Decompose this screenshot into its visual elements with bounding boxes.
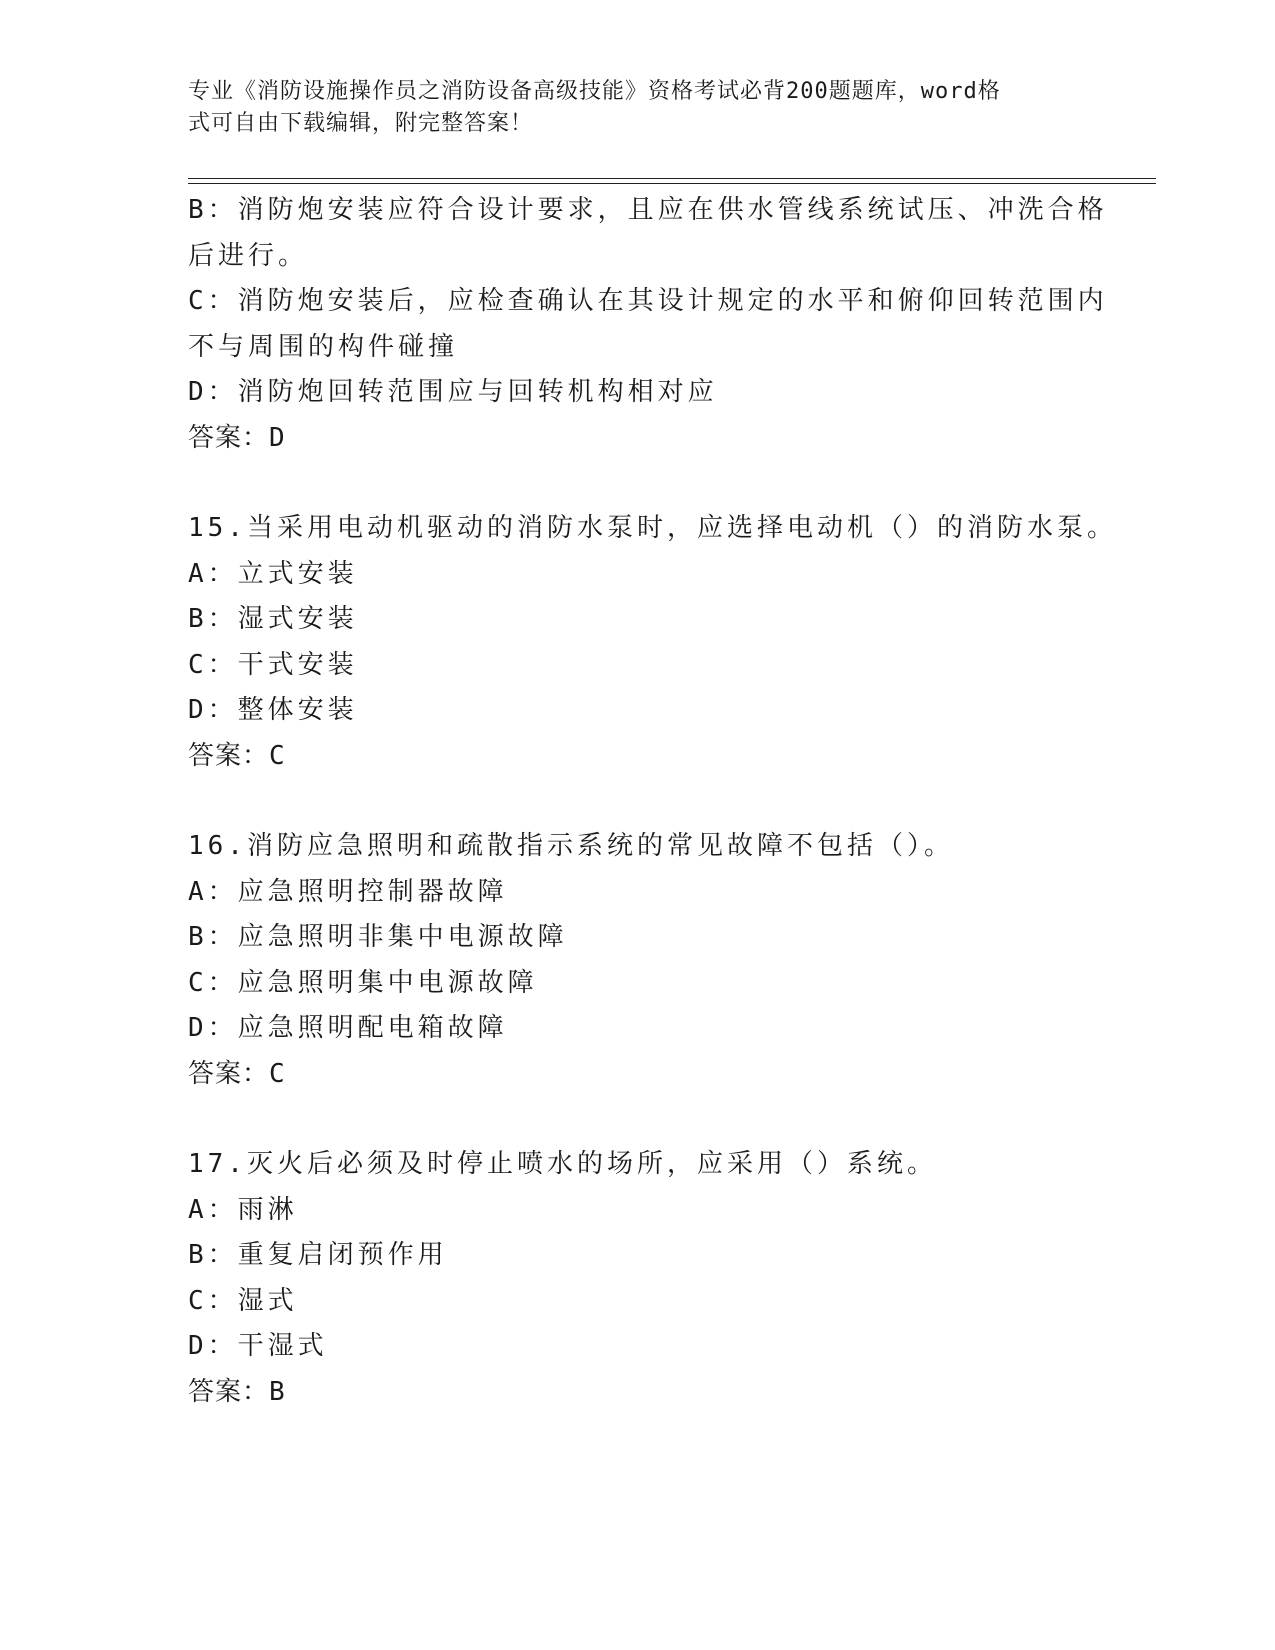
question-stem: 16.消防应急照明和疏散指示系统的常见故障不包括（）。 (188, 831, 954, 861)
answer: 答案：D (188, 422, 286, 453)
option-d: D：干湿式 (188, 1331, 328, 1361)
option-c-line-2: 不与周围的构件碰撞 (188, 331, 459, 362)
header-line-1: 专业《消防设施操作员之消防设备高级技能》资格考试必背200题题库，word格 (188, 79, 1001, 104)
option-c-line-1: C：消防炮安装后，应检查确认在其设计规定的水平和俯仰回转范围内 (188, 286, 1108, 316)
option-b-line-1: B：消防炮安装应符合设计要求，且应在供水管线系统试压、冲洗合格 (188, 195, 1108, 225)
answer: 答案：B (188, 1376, 286, 1407)
question-stem: 15.当采用电动机驱动的消防水泵时，应选择电动机（）的消防水泵。 (188, 513, 1117, 543)
option-d: D：整体安装 (188, 695, 358, 725)
header-divider-bottom (188, 183, 1156, 184)
document-header (188, 76, 1068, 140)
option-a: A：雨淋 (188, 1194, 298, 1225)
option-d: D：应急照明配电箱故障 (188, 1013, 508, 1043)
option-a: A：应急照明控制器故障 (188, 876, 508, 907)
prev-question-block (188, 188, 1108, 461)
spacer (188, 779, 1088, 824)
option-b: B：湿式安装 (188, 604, 358, 634)
option-b: B：应急照明非集中电源故障 (188, 922, 568, 952)
question-stem: 17.灭火后必须及时停止喷水的场所，应采用（）系统。 (188, 1149, 937, 1179)
spacer (188, 1097, 1088, 1142)
header-divider-top (188, 178, 1156, 179)
option-a: A：立式安装 (188, 558, 358, 589)
option-c: C：湿式 (188, 1285, 298, 1316)
option-c: C：干式安装 (188, 649, 358, 680)
option-c: C：应急照明集中电源故障 (188, 967, 538, 998)
question-16 (188, 824, 1088, 1097)
answer: 答案：C (188, 1058, 286, 1089)
option-b: B：重复启闭预作用 (188, 1240, 448, 1270)
spacer (188, 461, 1088, 506)
question-content (188, 188, 1117, 1415)
answer: 答案：C (188, 740, 286, 771)
question-15 (188, 506, 1117, 779)
header-line-2: 式可自由下载编辑，附完整答案！ (188, 111, 534, 136)
option-b-line-2: 后进行。 (188, 240, 309, 271)
option-d: D：消防炮回转范围应与回转机构相对应 (188, 377, 718, 407)
question-17 (188, 1142, 1088, 1415)
